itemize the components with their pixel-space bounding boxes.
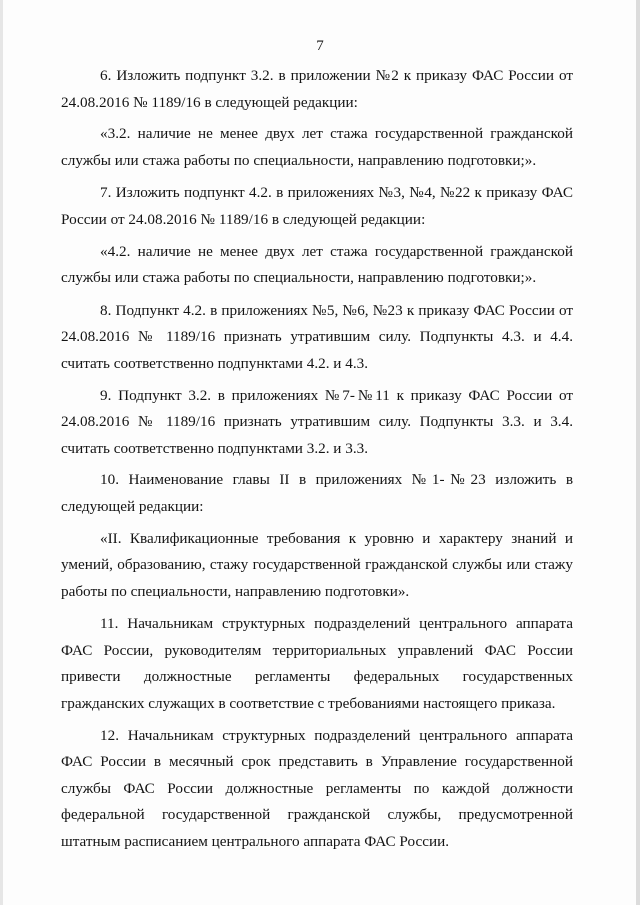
paragraph-item-11: 11. Начальникам структурных подразделений центрального аппарата ФАС России, руководителям территориальных управлений ФАС России привести должностные регламенты федеральных государственных гражданских служащих в соответствие с требованиями настоящего приказа. (61, 615, 573, 713)
paragraph-item-9: 9. Подпункт 3.2. в приложениях №7-№11 к приказу ФАС России от 24.08.2016 № 1189/16 признать утратившим силу. Подпункты 3.3. и 3.4. считать соответственно подпунктами 3.2. и 3.3. (61, 386, 573, 457)
document-body (61, 63, 573, 861)
paragraph-quote-chapter-2: «II. Квалификационные требования к уровню и характеру знаний и умений, образованию, стажу государственной гражданской службы или стажу работы по специальности, направлению подготовки». (61, 529, 573, 600)
paragraph-quote-4-2: «4.2. наличие не менее двух лет стажа государственной гражданской службы или стажа работы по специальности, направлению подготовки;». (61, 242, 573, 287)
paragraph-quote-3-2: «3.2. наличие не менее двух лет стажа государственной гражданской службы или стажа работы по специальности, направлению подготовки;». (61, 125, 573, 169)
paragraph-item-8: 8. Подпункт 4.2. в приложениях №5, №6, №23 к приказу ФАС России от 24.08.2016 № 1189/16 признать утратившим силу. Подпункты 4.3. и 4.4. считать соответственно подпунктами 4.2. и 4.3. (61, 301, 573, 372)
paragraph-item-7: 7. Изложить подпункт 4.2. в приложениях №3, №4, №22 к приказу ФАС России от 24.08.2016 № 1189/16 в следующей редакции: (61, 184, 573, 228)
paragraph-item-10: 10. Наименование главы II в приложениях №1-№23 изложить в следующей редакции: (61, 471, 573, 515)
page-number: 7 (316, 38, 324, 54)
paragraph-item-12: 12. Начальникам структурных подразделений центрального аппарата ФАС России в месячный срок представить в Управление государственной службы ФАС России должностные регламенты по каждой должности федеральной государственной гражданской службы, предусмотренной штатным расписанием центрального аппарата ФАС России. (61, 726, 573, 851)
scan-edge-left (0, 0, 3, 905)
paragraph-item-6: 6. Изложить подпункт 3.2. в приложении №2 к приказу ФАС России от 24.08.2016 № 1189/16 в следующей редакции: (61, 67, 573, 111)
scan-edge-right (636, 0, 640, 905)
